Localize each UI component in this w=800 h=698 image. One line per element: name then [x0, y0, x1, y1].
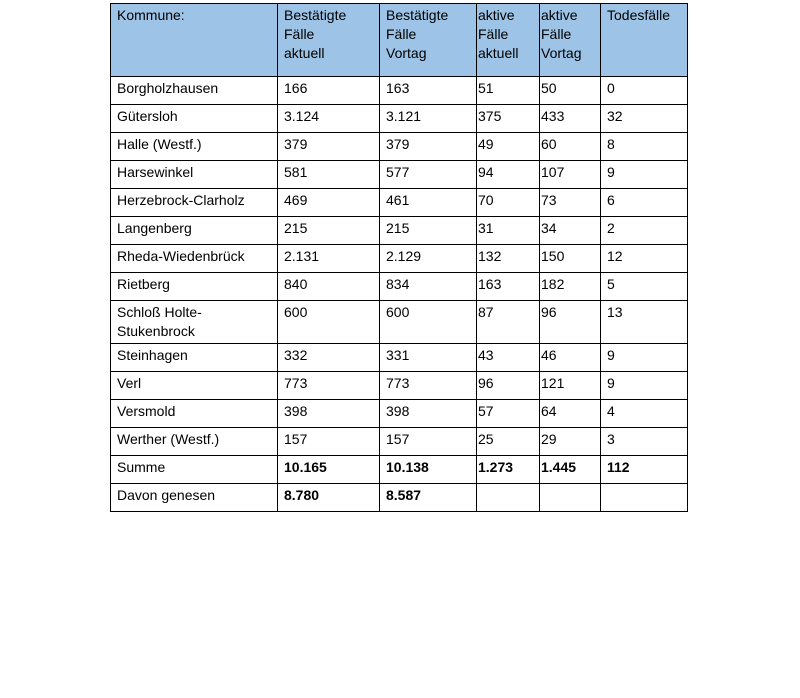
value-cell: 29	[540, 428, 601, 456]
value-cell: 2.129	[380, 245, 477, 273]
header-confirmed-previous-line: Bestätigte	[386, 7, 449, 23]
value-cell: 70	[477, 189, 540, 217]
value-cell: 3	[601, 428, 688, 456]
value-cell: 1.445	[540, 456, 601, 484]
municipality-cell: Schloß Holte-Stukenbrock	[111, 301, 278, 344]
header-active-previous-line: aktive	[541, 7, 578, 23]
value-cell	[477, 484, 540, 512]
header-kommune	[111, 4, 278, 77]
municipality-cell: Steinhagen	[111, 344, 278, 372]
value-cell: 398	[278, 400, 380, 428]
value-cell: 32	[601, 105, 688, 133]
value-cell: 50	[540, 77, 601, 105]
value-cell: 157	[278, 428, 380, 456]
value-cell: 577	[380, 161, 477, 189]
covid-cases-table	[110, 3, 688, 512]
recovered-row	[111, 484, 688, 512]
header-confirmed-previous-line: Vortag	[386, 45, 427, 61]
sum-row	[111, 456, 688, 484]
municipality-cell: Langenberg	[111, 217, 278, 245]
value-cell: 10.138	[380, 456, 477, 484]
table-body	[111, 77, 688, 512]
value-cell: 132	[477, 245, 540, 273]
municipality-cell: Verl	[111, 372, 278, 400]
table-row	[111, 372, 688, 400]
value-cell: 121	[540, 372, 601, 400]
table-header-row	[111, 4, 688, 77]
header-kommune-line: Kommune:	[117, 7, 185, 23]
value-cell: 107	[540, 161, 601, 189]
value-cell: 0	[601, 77, 688, 105]
table-row	[111, 161, 688, 189]
table-row	[111, 217, 688, 245]
value-cell: 331	[380, 344, 477, 372]
table-row	[111, 301, 688, 344]
header-active-current-line: aktuell	[478, 45, 519, 61]
value-cell: 157	[380, 428, 477, 456]
value-cell: 834	[380, 273, 477, 301]
value-cell: 51	[477, 77, 540, 105]
header-active-previous	[540, 4, 601, 77]
value-cell: 4	[601, 400, 688, 428]
value-cell: 379	[380, 133, 477, 161]
value-cell: 43	[477, 344, 540, 372]
value-cell: 150	[540, 245, 601, 273]
value-cell: 600	[278, 301, 380, 344]
value-cell: 332	[278, 344, 380, 372]
value-cell: 87	[477, 301, 540, 344]
municipality-cell: Herzebrock-Clarholz	[111, 189, 278, 217]
value-cell: 64	[540, 400, 601, 428]
value-cell: 773	[278, 372, 380, 400]
value-cell: 398	[380, 400, 477, 428]
value-cell: 13	[601, 301, 688, 344]
value-cell: 49	[477, 133, 540, 161]
value-cell: 2	[601, 217, 688, 245]
table-row	[111, 400, 688, 428]
header-confirmed-current-line: Fälle	[284, 26, 315, 42]
header-active-previous-line: Fälle	[541, 26, 572, 42]
value-cell: 96	[477, 372, 540, 400]
table-row	[111, 189, 688, 217]
value-cell: 1.273	[477, 456, 540, 484]
header-active-previous-line: Vortag	[541, 45, 582, 61]
value-cell: 375	[477, 105, 540, 133]
table-row	[111, 428, 688, 456]
municipality-cell: Versmold	[111, 400, 278, 428]
value-cell: 215	[278, 217, 380, 245]
table-row	[111, 344, 688, 372]
value-cell: 34	[540, 217, 601, 245]
value-cell: 163	[380, 77, 477, 105]
table-row	[111, 273, 688, 301]
value-cell: 8	[601, 133, 688, 161]
value-cell: 581	[278, 161, 380, 189]
value-cell: 461	[380, 189, 477, 217]
value-cell: 3.124	[278, 105, 380, 133]
value-cell: 600	[380, 301, 477, 344]
value-cell: 773	[380, 372, 477, 400]
value-cell: 112	[601, 456, 688, 484]
value-cell: 96	[540, 301, 601, 344]
value-cell: 5	[601, 273, 688, 301]
value-cell: 73	[540, 189, 601, 217]
value-cell: 433	[540, 105, 601, 133]
value-cell: 379	[278, 133, 380, 161]
header-confirmed-current-line: aktuell	[284, 45, 325, 61]
header-confirmed-previous-line: Fälle	[386, 26, 417, 42]
value-cell: 166	[278, 77, 380, 105]
value-cell: 469	[278, 189, 380, 217]
value-cell: 163	[477, 273, 540, 301]
value-cell: 8.587	[380, 484, 477, 512]
value-cell: 25	[477, 428, 540, 456]
value-cell: 57	[477, 400, 540, 428]
value-cell: 9	[601, 344, 688, 372]
header-deaths-line: Todesfälle	[607, 7, 671, 23]
value-cell: 840	[278, 273, 380, 301]
value-cell: 9	[601, 372, 688, 400]
municipality-cell: Borgholzhausen	[111, 77, 278, 105]
value-cell: 2.131	[278, 245, 380, 273]
value-cell: 60	[540, 133, 601, 161]
municipality-cell: Davon genesen	[111, 484, 278, 512]
header-active-current	[477, 4, 540, 77]
header-deaths	[601, 4, 688, 77]
header-active-current-line: Fälle	[478, 26, 509, 42]
municipality-cell: Rietberg	[111, 273, 278, 301]
header-confirmed-current-line: Bestätigte	[284, 7, 347, 23]
value-cell: 10.165	[278, 456, 380, 484]
value-cell: 46	[540, 344, 601, 372]
header-confirmed-current	[278, 4, 380, 77]
municipality-cell: Werther (Westf.)	[111, 428, 278, 456]
value-cell: 215	[380, 217, 477, 245]
municipality-cell: Summe	[111, 456, 278, 484]
table-row	[111, 105, 688, 133]
municipality-cell: Gütersloh	[111, 105, 278, 133]
header-confirmed-previous	[380, 4, 477, 77]
table-row	[111, 77, 688, 105]
value-cell: 31	[477, 217, 540, 245]
value-cell: 8.780	[278, 484, 380, 512]
value-cell: 3.121	[380, 105, 477, 133]
value-cell: 94	[477, 161, 540, 189]
table-row	[111, 133, 688, 161]
value-cell: 6	[601, 189, 688, 217]
value-cell	[601, 484, 688, 512]
header-active-current-line: aktive	[478, 7, 515, 23]
value-cell: 12	[601, 245, 688, 273]
value-cell	[540, 484, 601, 512]
table-row	[111, 245, 688, 273]
municipality-cell: Halle (Westf.)	[111, 133, 278, 161]
value-cell: 9	[601, 161, 688, 189]
municipality-cell: Harsewinkel	[111, 161, 278, 189]
value-cell: 182	[540, 273, 601, 301]
municipality-cell: Rheda-Wiedenbrück	[111, 245, 278, 273]
